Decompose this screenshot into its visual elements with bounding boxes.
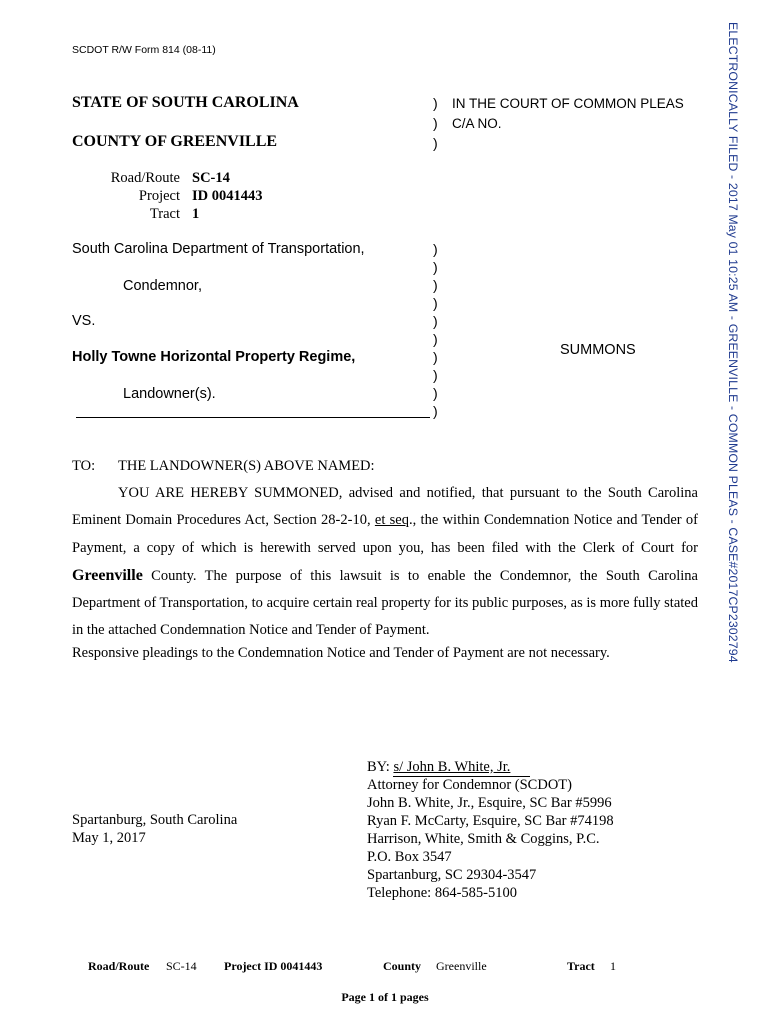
caption-paren: ) — [433, 135, 438, 151]
caption-paren: ) — [433, 295, 438, 311]
city-state-zip: Spartanburg, SC 29304-3547 — [367, 867, 537, 883]
signature-text: s/ John B. White, Jr. — [393, 759, 511, 775]
addressee-text: THE LANDOWNER(S) ABOVE NAMED: — [118, 458, 375, 474]
caption-paren: ) — [433, 331, 438, 347]
project-label: Project — [138, 188, 180, 204]
footer-road-route-value: SC-14 — [166, 959, 197, 973]
caption-paren: ) — [433, 403, 438, 419]
footer-county-value: Greenville — [436, 959, 487, 973]
electronic-filing-stamp: ELECTRONICALLY FILED - 2017 May 01 10:25 AM - GREENVILLE - COMMON PLEAS - CASE#2017CP2302794 — [726, 22, 740, 663]
addressee-label: TO: — [72, 458, 96, 474]
case-number-label: C/A NO. — [452, 116, 502, 131]
project-value: ID 0041443 — [192, 188, 263, 204]
caption-paren: ) — [433, 241, 438, 257]
state-name: STATE OF SOUTH CAROLINA — [72, 94, 299, 111]
footer-tract-label: Tract — [567, 959, 595, 973]
court-name: IN THE COURT OF COMMON PLEAS — [452, 96, 684, 111]
signing-place: Spartanburg, South Carolina — [72, 812, 238, 828]
telephone: Telephone: 864-585-5100 — [367, 885, 517, 901]
page-number: Page 1 of 1 pages — [341, 990, 429, 1004]
caption-paren: ) — [433, 367, 438, 383]
footer-road-route-label: Road/Route — [88, 959, 150, 973]
law-firm: Harrison, White, Smith & Coggins, P.C. — [367, 831, 600, 847]
plaintiff-name: South Carolina Department of Transportation, — [72, 241, 365, 257]
tract-label: Tract — [149, 206, 180, 222]
tract-value: 1 — [192, 206, 200, 222]
caption-paren: ) — [433, 385, 438, 401]
paragraph-text: County. The purpose of this lawsuit is to enable the Condemnor, the South Carolina Department of Transportation, to acquire certain real property for its public purposes, as is more fully stated in the attached Condemnation Notice and Tender of Payment. — [72, 567, 698, 639]
versus-label: VS. — [72, 313, 96, 329]
road-route-value: SC-14 — [192, 170, 230, 186]
county-highlight: Greenville — [72, 566, 143, 584]
defendant-role: Landowner(s). — [123, 386, 216, 402]
caption-paren: ) — [433, 349, 438, 365]
footer-county-label: County — [383, 959, 422, 973]
caption-underline — [76, 417, 430, 418]
caption-paren: ) — [433, 313, 438, 329]
responsive-pleadings-note: Responsive pleadings to the Condemnation Notice and Tender of Payment are not necessary. — [72, 645, 610, 661]
footer-tract-value: 1 — [610, 959, 616, 973]
caption-paren: ) — [433, 95, 438, 111]
paragraph-text: ., the within Condemnation Notice and Tender of Payment, a copy of which is herewith served upon you, has been filed with the Clerk of Court for — [72, 512, 698, 556]
et-seq: et seq — [374, 512, 409, 529]
po-box: P.O. Box 3547 — [367, 849, 452, 865]
paragraph-text: YOU ARE HEREBY SUMMONED, advised and notified, that pursuant to the South Carolina Eminent Domain Procedures Act, Section 28-2-10, — [72, 485, 698, 529]
plaintiff-role: Condemnor, — [123, 278, 202, 294]
caption-paren: ) — [433, 115, 438, 131]
caption-paren: ) — [433, 277, 438, 293]
attorney-name: Ryan F. McCarty, Esquire, SC Bar #74198 — [367, 813, 614, 829]
signature-line: BY: s/ John B. White, Jr. — [367, 759, 530, 777]
footer-project: Project ID 0041443 — [224, 959, 323, 973]
caption-paren: ) — [433, 259, 438, 275]
form-id: SCDOT R/W Form 814 (08-11) — [72, 44, 216, 56]
signing-date: May 1, 2017 — [72, 830, 146, 846]
road-route-label: Road/Route — [110, 170, 180, 186]
county-name: COUNTY OF GREENVILLE — [72, 133, 278, 150]
document-title: SUMMONS — [560, 342, 636, 358]
attorney-role: Attorney for Condemnor (SCDOT) — [367, 777, 572, 793]
defendant-name: Holly Towne Horizontal Property Regime, — [72, 349, 356, 365]
summons-paragraph — [72, 480, 698, 645]
attorney-name: John B. White, Jr., Esquire, SC Bar #5996 — [367, 795, 612, 811]
